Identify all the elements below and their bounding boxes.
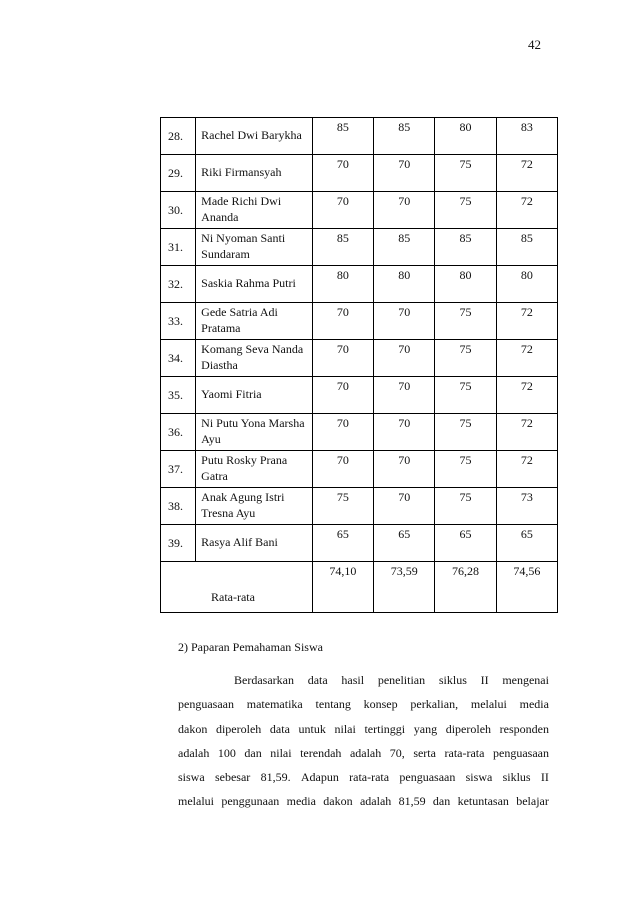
table-row — [161, 303, 558, 340]
score-cell: 80 — [496, 266, 557, 303]
word: 81,59. — [260, 770, 291, 785]
word: matematika — [246, 697, 303, 712]
average-value: 74,56 — [496, 562, 557, 613]
score-cell: 70 — [374, 377, 435, 414]
score-cell: 85 — [312, 118, 373, 155]
word: untuk — [298, 721, 326, 736]
word: II — [480, 673, 489, 687]
body-paragraph — [178, 668, 549, 814]
word: nilai — [334, 721, 356, 736]
word: data — [269, 721, 290, 736]
score-cell: 65 — [435, 525, 496, 562]
word: dakon — [178, 721, 208, 736]
word: penguasaan — [493, 745, 549, 760]
row-number: 35. — [161, 377, 196, 414]
score-cell: 83 — [496, 118, 557, 155]
word: adalah — [349, 745, 382, 760]
word: penguasaan — [178, 697, 234, 712]
score-cell: 75 — [435, 192, 496, 229]
word: mengenai — [502, 673, 549, 687]
word: 70, — [389, 745, 405, 760]
word: hasil — [341, 673, 365, 687]
score-cell: 65 — [312, 525, 373, 562]
row-number: 30. — [161, 192, 196, 229]
table-row — [161, 192, 558, 229]
word: siswa — [465, 770, 493, 785]
score-cell: 70 — [312, 414, 373, 451]
word: adalah — [359, 794, 392, 809]
row-number: 37. — [161, 451, 196, 488]
average-value: 74,10 — [312, 562, 373, 613]
student-name: Gede Satria Adi Pratama — [196, 303, 313, 340]
table-row — [161, 118, 558, 155]
section-heading: 2) Paparan Pemahaman Siswa — [178, 640, 323, 654]
student-name: Ni Nyoman Santi Sundaram — [196, 229, 313, 266]
score-cell: 70 — [374, 488, 435, 525]
word: dakon — [323, 794, 353, 809]
word: ketuntasan — [457, 794, 509, 809]
score-cell: 70 — [374, 451, 435, 488]
score-cell: 85 — [435, 229, 496, 266]
student-name: Anak Agung Istri Tresna Ayu — [196, 488, 313, 525]
paragraph-line — [178, 668, 549, 692]
score-cell: 75 — [435, 488, 496, 525]
table-row — [161, 266, 558, 303]
row-number: 36. — [161, 414, 196, 451]
word: media — [286, 794, 316, 809]
score-cell: 75 — [435, 340, 496, 377]
score-cell: 70 — [374, 192, 435, 229]
table-row — [161, 229, 558, 266]
score-cell: 70 — [374, 340, 435, 377]
student-name: Saskia Rahma Putri — [196, 266, 313, 303]
word: siswa — [178, 770, 205, 785]
word: konsep — [363, 697, 398, 712]
word: responden — [499, 721, 549, 736]
score-cell: 85 — [374, 229, 435, 266]
average-row — [161, 562, 558, 613]
score-cell: 72 — [496, 303, 557, 340]
word: penggunaan — [221, 794, 280, 809]
word: nilai — [270, 745, 292, 760]
table-row — [161, 155, 558, 192]
page-number: 42 — [528, 37, 541, 52]
score-cell: 85 — [496, 229, 557, 266]
word: 100 — [217, 745, 236, 760]
table-row — [161, 525, 558, 562]
word: melalui — [178, 794, 214, 809]
row-number: 31. — [161, 229, 196, 266]
word: siklus — [502, 770, 531, 785]
row-number: 39. — [161, 525, 196, 562]
word: adalah — [178, 745, 210, 760]
paragraph-line — [178, 717, 549, 741]
word: melalui — [470, 697, 507, 712]
row-number: 38. — [161, 488, 196, 525]
score-cell: 70 — [312, 303, 373, 340]
student-name: Ni Putu Yona Marsha Ayu — [196, 414, 313, 451]
score-cell: 70 — [312, 340, 373, 377]
score-cell: 75 — [435, 303, 496, 340]
word: Adapun — [300, 770, 339, 785]
row-number: 33. — [161, 303, 196, 340]
word: 81,59 — [398, 794, 426, 809]
score-cell: 70 — [312, 155, 373, 192]
table-row — [161, 451, 558, 488]
word: tertinggi — [364, 721, 406, 736]
score-cell: 72 — [496, 451, 557, 488]
score-cell: 80 — [435, 118, 496, 155]
score-cell: 70 — [312, 192, 373, 229]
word: yang — [413, 721, 438, 736]
word: diperoleh — [445, 721, 492, 736]
student-name: Yaomi Fitria — [196, 377, 313, 414]
score-cell: 65 — [496, 525, 557, 562]
word: penelitian — [377, 673, 426, 687]
word: dan — [244, 745, 262, 760]
score-cell: 70 — [312, 377, 373, 414]
score-cell: 70 — [374, 303, 435, 340]
score-cell: 72 — [496, 377, 557, 414]
score-cell: 85 — [312, 229, 373, 266]
word: tentang — [315, 697, 351, 712]
word: terendah — [300, 745, 342, 760]
table-row — [161, 377, 558, 414]
word: data — [307, 673, 328, 687]
word: perkalian, — [410, 697, 459, 712]
score-cell: 72 — [496, 192, 557, 229]
score-cell: 72 — [496, 414, 557, 451]
word: serta — [413, 745, 436, 760]
word: rata-rata — [444, 745, 485, 760]
word: Berdasarkan — [234, 673, 294, 687]
row-number: 29. — [161, 155, 196, 192]
score-cell: 75 — [312, 488, 373, 525]
word: penguasaan — [399, 770, 456, 785]
row-number: 34. — [161, 340, 196, 377]
score-cell: 72 — [496, 340, 557, 377]
paragraph-line — [178, 692, 549, 716]
word: belajar — [516, 794, 549, 809]
row-number: 28. — [161, 118, 196, 155]
scores-table — [160, 117, 558, 613]
word: siklus — [438, 673, 467, 687]
average-label: Rata-rata — [161, 562, 313, 613]
score-cell: 75 — [435, 377, 496, 414]
score-cell: 85 — [374, 118, 435, 155]
table-row — [161, 488, 558, 525]
student-name: Rachel Dwi Barykha — [196, 118, 313, 155]
score-cell: 80 — [312, 266, 373, 303]
paragraph-line — [178, 741, 549, 765]
score-cell: 75 — [435, 155, 496, 192]
student-name: Made Richi Dwi Ananda — [196, 192, 313, 229]
score-cell: 80 — [374, 266, 435, 303]
score-cell: 75 — [435, 451, 496, 488]
score-cell: 65 — [374, 525, 435, 562]
student-name: Putu Rosky Prana Gatra — [196, 451, 313, 488]
word: diperoleh — [215, 721, 262, 736]
word: dan — [432, 794, 451, 809]
score-cell: 70 — [374, 155, 435, 192]
table-row — [161, 414, 558, 451]
score-cell: 70 — [312, 451, 373, 488]
table-body — [161, 118, 558, 562]
student-name: Rasya Alif Bani — [196, 525, 313, 562]
paragraph-line — [178, 765, 549, 789]
average-value: 76,28 — [435, 562, 496, 613]
word: sebesar — [214, 770, 251, 785]
word: media — [519, 697, 549, 712]
score-cell: 72 — [496, 155, 557, 192]
score-cell: 80 — [435, 266, 496, 303]
word: rata-rata — [349, 770, 390, 785]
student-name: Komang Seva Nanda Diastha — [196, 340, 313, 377]
row-number: 32. — [161, 266, 196, 303]
word: II — [540, 770, 549, 785]
score-cell: 70 — [374, 414, 435, 451]
score-cell: 73 — [496, 488, 557, 525]
paragraph-line — [178, 789, 549, 813]
student-name: Riki Firmansyah — [196, 155, 313, 192]
average-value: 73,59 — [374, 562, 435, 613]
table-row — [161, 340, 558, 377]
score-cell: 75 — [435, 414, 496, 451]
